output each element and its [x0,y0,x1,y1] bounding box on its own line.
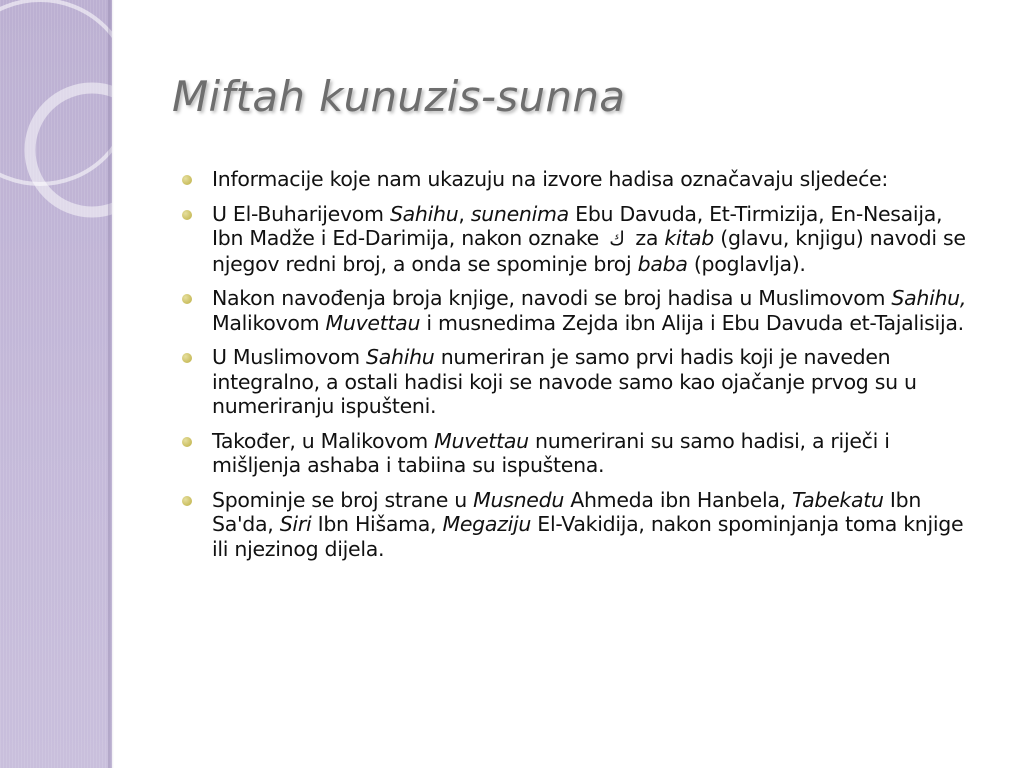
text-run: za [628,226,665,250]
bullet-text [212,345,972,419]
bullet-text [212,488,972,562]
text-run: (glavu, knjigu) navodi se njegov redni broj, a onda se spominje broj [212,226,966,276]
text-run: Spominje se broj strane u [212,487,474,512]
italic-term: kitab [664,226,715,250]
text-run: Također, u Malikovom [212,428,435,453]
ring-inner [30,88,154,212]
italic-term: Sahihu, [891,286,967,310]
text-run: Ibn Hišama, [311,512,443,536]
italic-term: sunenima [470,201,569,226]
slide-content [182,167,972,571]
bullet-text [212,202,972,277]
italic-term: Musnedu [473,487,565,512]
text-run: , [458,201,471,226]
text-run: Malikovom [212,310,326,335]
bullet-text [212,429,972,478]
bullet-list [182,167,972,561]
text-run: U Muslimovom [212,345,367,369]
arabic-glyph: ك [609,228,625,250]
bullet-dot-icon [182,496,192,506]
bullet-dot-icon [182,437,192,447]
italic-term: Muvettau [325,310,421,335]
bullet-text [212,167,972,192]
italic-term: baba [637,251,688,276]
bullet-dot-icon [182,175,192,185]
text-run: Informacije koje nam ukazuju na izvore hadisa označavaju sljedeće: [212,167,888,191]
italic-term: Tabekatu [792,487,884,512]
italic-term: Sahihu [366,345,435,369]
text-run: (poglavlja). [687,251,806,276]
text-run: numerirani su samo hadisi, a riječi i mišljenja ashaba i tabiina su ispuštena. [212,428,890,477]
text-run: U El-Buharijevom [212,201,390,226]
bullet-item [182,345,972,419]
italic-term: Sahihu [389,201,459,226]
bullet-dot-icon [182,294,192,304]
text-run: El-Vakidija, nakon spominjanja toma knjige ili njezinog dijela. [212,512,964,561]
text-run: i musnedima Zejda ibn Alija i Ebu Davuda et-Tajalisija. [420,310,964,335]
bullet-dot-icon [182,210,192,220]
text-run: numeriran je samo prvi hadis koji je naveden integralno, a ostali hadisi koji se navode samo kao ojačanje prvog su u numeriranju ispušteni. [212,345,917,418]
bullet-dot-icon [182,353,192,363]
italic-term: Muvettau [434,428,529,453]
italic-term: Megaziju [442,512,532,536]
italic-term: Siri [279,512,312,536]
text-run: Nakon navođenja broja knjige, navodi se broj hadisa u Muslimovom [212,286,892,310]
bullet-item [182,202,972,277]
text-run: Ebu Davuda, Et-Tirmizija, En-Nesaija, Ibn Madže i Ed-Darimija, nakon oznake [212,201,943,250]
bullet-item [182,429,972,478]
panel-edge-shadow [108,0,114,768]
bullet-item [182,488,972,562]
bullet-text [212,286,972,335]
bullet-item [182,286,972,335]
text-run: Ibn Sa'da, [212,487,922,536]
slide-title: Miftah kunuzis-sunna [172,72,626,121]
bullet-item [182,167,972,192]
text-run: Ahmeda ibn Hanbela, [564,487,793,512]
